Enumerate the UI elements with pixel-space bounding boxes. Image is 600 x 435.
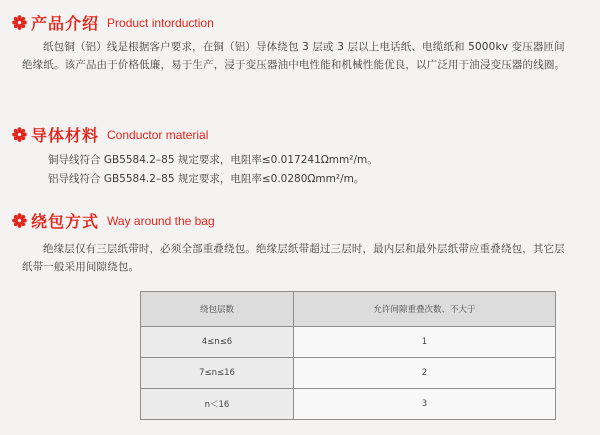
table-cell-layers: n＜16	[141, 389, 294, 420]
table-cell-overlaps: 3	[294, 389, 556, 420]
section-title-en: Product intorduction	[107, 15, 214, 30]
table-cell-overlaps: 2	[294, 358, 556, 389]
table-cell-overlaps: 1	[294, 327, 556, 358]
gear-bullet-icon	[12, 15, 27, 30]
intro-paragraph: 纸包铜（铝）线是根据客户要求，在铜（铝）导体绕包 3 层或 3 层以上电话纸、电缆纸和 5000kv 变压器匝间绝缘纸。该产品由于价格低廉，易于生产，浸于变压器油中电性能和机械性能优良，以广泛用于油浸变压器的线圈。	[22, 41, 566, 71]
wrap-paragraph: 绝缘层仅有三层纸带时，必须全部重叠绕包。绝缘层纸带超过三层时，最内层和最外层纸带应重叠绕包，其它层纸带一般采用间隙绕包。	[22, 243, 565, 273]
copper-spec-line: 铜导线符合 GB5584.2–85 规定要求，电阻率≤0.017241Ωmm²/m。	[48, 154, 378, 166]
section-title-cn: 导体材料	[31, 126, 100, 145]
table-header-overlaps: 允许间隙重叠次数、不大于	[294, 292, 556, 327]
gear-bullet-icon	[12, 127, 27, 142]
aluminum-spec-line: 铝导线符合 GB5584.2–85 规定要求，电阻率≤0.0280Ωmm²/m。	[48, 173, 365, 185]
table-cell-layers: 7≤n≤16	[141, 358, 294, 389]
table-header-layers: 绕包层数	[141, 292, 294, 327]
wrap-spec-table	[140, 291, 556, 420]
table-row	[141, 327, 556, 358]
table-row	[141, 358, 556, 389]
table-header-row	[141, 292, 556, 327]
gear-bullet-icon	[12, 213, 27, 228]
section-header-wrap	[12, 209, 215, 232]
section-title-en: Way around the bag	[107, 213, 215, 228]
section-header-intro	[12, 11, 214, 34]
section-title-en: Conductor material	[107, 127, 209, 142]
section-header-conductor	[12, 123, 208, 146]
section-title-cn: 产品介绍	[31, 14, 100, 33]
table-cell-layers: 4≤n≤6	[141, 327, 294, 358]
table-row	[141, 389, 556, 420]
section-title-cn: 绕包方式	[31, 212, 100, 231]
